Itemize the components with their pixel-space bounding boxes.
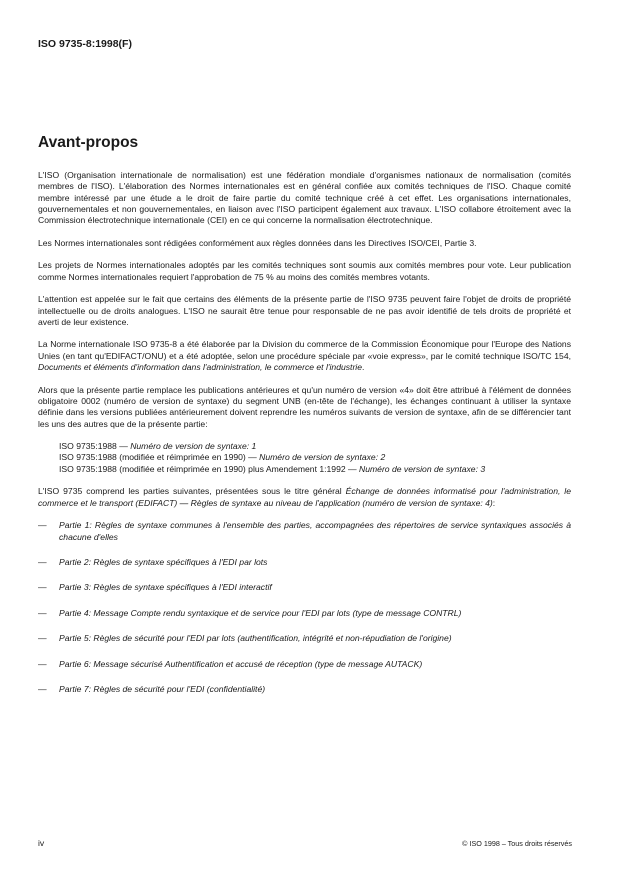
paragraph-parts-intro xyxy=(38,486,571,509)
part-label: Partie 7: Règles de sécurité pour l'EDI (confidentialité) xyxy=(59,684,266,695)
series-title: Échange de données informatisé pour l'administration, le commerce et le transport (EDIFACT) — Règles de syntaxe au niveau de l'application (numéro de version de syntaxe: 4) xyxy=(38,486,571,508)
document-id-header: ISO 9735-8:1998(F) xyxy=(38,38,132,50)
page-number: iv xyxy=(38,838,45,848)
syntax-version-item xyxy=(59,441,571,452)
part-item xyxy=(38,608,571,619)
part-item xyxy=(38,633,571,644)
paragraph-directives: Les Normes internationales sont rédigées conformément aux règles données dans les Directives ISO/CEI, Partie 3. xyxy=(38,237,477,248)
syntax-version-item xyxy=(59,464,571,475)
paragraph-voting: Les projets de Normes internationales adoptés par les comités techniques sont soumis aux comités membres pour vote. Leur publication comme Normes internationales requiert l'approbation de 75 % au moins des comités membres votants. xyxy=(38,260,571,282)
dash-bullet-icon: — xyxy=(38,556,47,567)
section-title: Avant-propos xyxy=(38,134,139,151)
part-label: Partie 6: Message sécurisé Authentification et accusé de réception (type de message AUTACK) xyxy=(59,658,423,669)
syntax-version-item xyxy=(59,452,571,463)
dash-bullet-icon: — xyxy=(38,582,47,593)
version-label: Numéro de version de syntaxe: 2 xyxy=(259,452,386,463)
part-item xyxy=(38,557,571,568)
dash-bullet-icon: — xyxy=(38,658,47,669)
part-label: Partie 1: Règles de syntaxe communes à l'ensemble des parties, accompagnées des répertoires de service syntaxiques associés à chacune d'elles xyxy=(59,520,571,542)
part-label: Partie 4: Message Compte rendu syntaxique et de service pour l'EDI par lots (type de message CONTRL) xyxy=(59,607,462,618)
part-item xyxy=(38,520,571,543)
version-reference: ISO 9735:1988 (modifiée et réimprimée en 1990) — xyxy=(59,452,260,463)
version-label: Numéro de version de syntaxe: 3 xyxy=(359,463,486,474)
version-reference: ISO 9735:1988 — xyxy=(59,441,131,452)
part-label: Partie 2: Règles de syntaxe spécifiques à l'EDI par lots xyxy=(59,556,268,567)
paragraph-origin-lead: La Norme internationale ISO 9735-8 a été élaborée par la Division du commerce de la Commission Économique pour l'Europe des Nations Unies (en tant qu'EDIFACT/ONU) et a été adoptée, selon une procédure spéciale par «voie express», par le comité technique ISO/TC 154, xyxy=(38,339,571,361)
dash-bullet-icon: — xyxy=(38,633,47,644)
parts-intro-lead: L'ISO 9735 comprend les parties suivantes, présentées sous le titre général xyxy=(38,486,346,497)
paragraph-patent-notice: L'attention est appelée sur le fait que certains des éléments de la présente partie de l'ISO 9735 peuvent faire l'objet de droits de propriété intellectuelle ou de droits analogues. L'ISO ne saurait être tenue pour responsable de ne pas avoir identifié de tels droits de propriété et averti de leur existence. xyxy=(38,294,571,327)
part-item xyxy=(38,684,571,695)
dash-bullet-icon: — xyxy=(38,520,47,531)
paragraph-origin-end: . xyxy=(362,362,365,373)
foreword-body xyxy=(38,170,571,710)
dash-bullet-icon: — xyxy=(38,607,47,618)
parts-list xyxy=(38,520,571,696)
syntax-version-list xyxy=(59,441,571,475)
version-label: Numéro de version de syntaxe: 1 xyxy=(130,441,257,452)
part-label: Partie 3: Règles de syntaxe spécifiques à l'EDI interactif xyxy=(59,582,272,593)
dash-bullet-icon: — xyxy=(38,684,47,695)
paragraph-iso-intro: L'ISO (Organisation internationale de normalisation) est une fédération mondiale d'organismes nationaux de normalisation (comités membres de l'ISO). L'élaboration des Normes internationales est en général confiée aux comités techniques de l'ISO. Chaque comité membre intéressé par une étude a le droit de faire partie du comité technique créé à cet effet. Les organisations internationales, gouvernementales et non gouvernementales, en liaison avec l'ISO participent également aux travaux. L'ISO collabore étroitement avec la Commission électrotechnique internationale (CEI) en ce qui concerne la normalisation électrotechnique. xyxy=(38,170,571,226)
part-label: Partie 5: Règles de sécurité pour l'EDI par lots (authentification, intégrité et non-répudiation de l'origine) xyxy=(59,633,452,644)
parts-intro-end: : xyxy=(492,497,496,508)
part-item xyxy=(38,659,571,670)
part-item xyxy=(38,582,571,593)
version-reference: ISO 9735:1988 (modifiée et réimprimée en 1990) plus Amendement 1:1992 — xyxy=(59,463,360,474)
paragraph-origin xyxy=(38,339,571,373)
copyright-notice: © ISO 1998 – Tous droits réservés xyxy=(462,839,572,848)
paragraph-version-intro: Alors que la présente partie remplace les publications antérieures et qu'un numéro de version «4» doit être attribué à l'élément de données obligatoire 0002 (numéro de version de syntaxe) du segment UNB (en-tête de l'échange), les échanges continuant à utiliser la syntaxe définie dans les versions publiées antérieurement doivent reprendre les numéros suivants de version de syntaxe, afin de se différencier tant les uns des autres que de la présente partie: xyxy=(38,384,571,429)
committee-title: Documents et éléments d'information dans l'administration, le commerce et l'industrie xyxy=(38,362,362,373)
